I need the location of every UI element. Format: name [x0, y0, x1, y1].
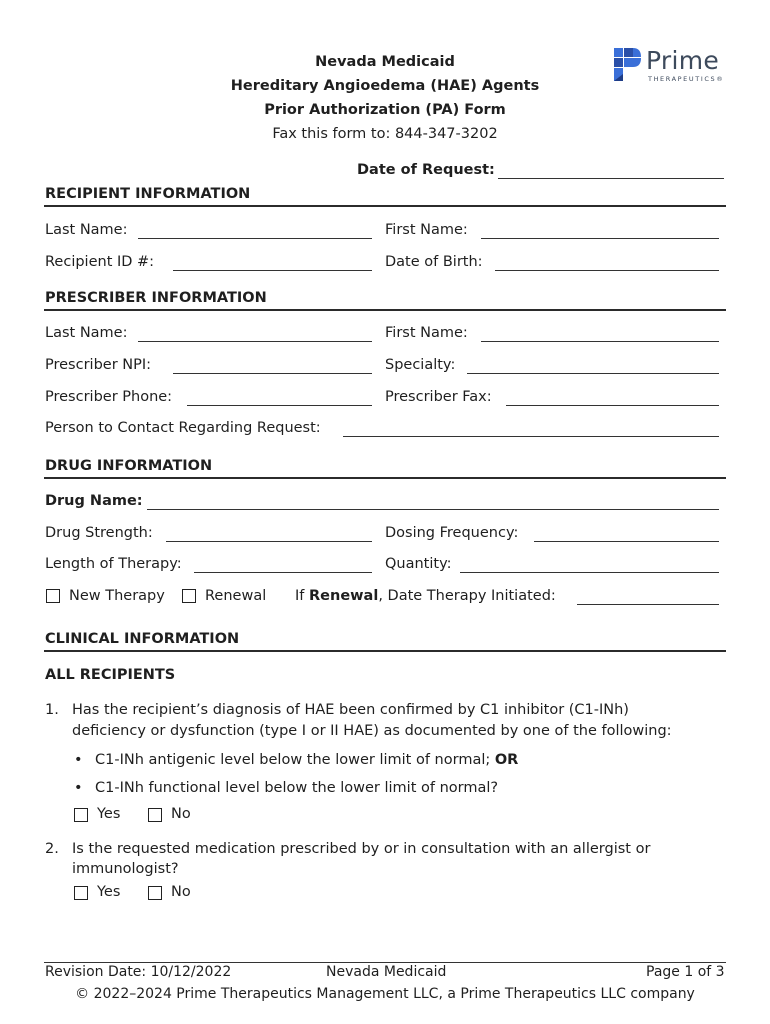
page-number: Page 1 of 3: [646, 964, 725, 980]
title-hae-agents: Hereditary Angioedema (HAE) Agents: [230, 78, 540, 94]
title-pa-form: Prior Authorization (PA) Form: [264, 102, 506, 118]
logo-wordmark: Prime: [646, 46, 720, 75]
prescriber-last-name-label: Last Name:: [45, 325, 128, 341]
question-2-yes-checkbox[interactable]: [74, 886, 88, 900]
length-of-therapy-field[interactable]: [194, 572, 372, 573]
renewal-label: Renewal: [205, 588, 267, 604]
recipient-first-name-label: First Name:: [385, 222, 468, 238]
copyright: © 2022–2024 Prime Therapeutics Management LLC, a Prime Therapeutics LLC company: [75, 986, 695, 1002]
section-divider: [44, 650, 726, 652]
question-1-number: 1.: [45, 702, 59, 718]
recipient-first-name-field[interactable]: [481, 238, 719, 239]
footer-org: Nevada Medicaid: [326, 964, 447, 980]
prime-logo-mark-icon: [614, 48, 644, 82]
length-of-therapy-label: Length of Therapy:: [45, 556, 182, 572]
date-therapy-initiated-label: If Renewal, Date Therapy Initiated:: [295, 588, 556, 604]
question-1-no-checkbox[interactable]: [148, 808, 162, 822]
recipient-id-field[interactable]: [173, 270, 372, 271]
contact-person-field[interactable]: [343, 436, 719, 437]
prescriber-npi-field[interactable]: [173, 373, 372, 374]
drug-strength-label: Drug Strength:: [45, 525, 153, 541]
revision-date: Revision Date: 10/12/2022: [45, 964, 232, 980]
question-1-no-label: No: [171, 806, 191, 822]
quantity-label: Quantity:: [385, 556, 452, 572]
prescriber-first-name-field[interactable]: [481, 341, 719, 342]
fax-instruction: Fax this form to: 844-347-3202: [272, 126, 498, 142]
question-2: [45, 838, 725, 884]
clinical-section-heading: CLINICAL INFORMATION: [45, 631, 240, 647]
prescriber-last-name-field[interactable]: [138, 341, 372, 342]
date-of-request-label: Date of Request:: [357, 162, 495, 178]
question-2-number: 2.: [45, 841, 59, 857]
prime-logo: [612, 48, 728, 84]
drug-name-field[interactable]: [147, 509, 719, 510]
question-1-bullet-2: C1-INh functional level below the lower limit of normal?: [95, 780, 499, 796]
question-2-text-line2: immunologist?: [72, 861, 179, 877]
footer-divider: [44, 962, 726, 963]
question-2-text-line1: Is the requested medication prescribed by or in consultation with an allergist or: [72, 841, 651, 857]
date-of-birth-label: Date of Birth:: [385, 254, 483, 270]
renewal-checkbox[interactable]: [182, 589, 196, 603]
specialty-field[interactable]: [467, 373, 719, 374]
recipient-last-name-field[interactable]: [138, 238, 372, 239]
date-of-request-field[interactable]: [498, 178, 724, 179]
date-therapy-initiated-field[interactable]: [577, 604, 719, 605]
bullet-icon: •: [74, 752, 83, 768]
recipient-last-name-label: Last Name:: [45, 222, 128, 238]
date-of-birth-field[interactable]: [495, 270, 719, 271]
contact-person-label: Person to Contact Regarding Request:: [45, 420, 321, 436]
section-divider: [44, 205, 726, 207]
prescriber-phone-label: Prescriber Phone:: [45, 389, 173, 405]
question-1: [45, 699, 725, 839]
logo-subtext: THERAPEUTICS®: [648, 75, 725, 83]
question-1-yes-checkbox[interactable]: [74, 808, 88, 822]
drug-strength-field[interactable]: [166, 541, 372, 542]
all-recipients-heading: ALL RECIPIENTS: [45, 667, 176, 683]
question-1-yes-label: Yes: [97, 806, 121, 822]
prescriber-npi-label: Prescriber NPI:: [45, 357, 152, 373]
drug-section-heading: DRUG INFORMATION: [45, 458, 213, 474]
bullet-icon: •: [74, 780, 83, 796]
title-nevada-medicaid: Nevada Medicaid: [315, 54, 455, 70]
prescriber-phone-field[interactable]: [187, 405, 372, 406]
recipient-id-label: Recipient ID #:: [45, 254, 155, 270]
new-therapy-label: New Therapy: [69, 588, 165, 604]
recipient-section-heading: RECIPIENT INFORMATION: [45, 186, 251, 202]
section-divider: [44, 477, 726, 479]
new-therapy-checkbox[interactable]: [46, 589, 60, 603]
drug-name-label: Drug Name:: [45, 493, 143, 509]
prescriber-fax-field[interactable]: [506, 405, 719, 406]
prescriber-section-heading: PRESCRIBER INFORMATION: [45, 290, 267, 306]
prescriber-fax-label: Prescriber Fax:: [385, 389, 492, 405]
specialty-label: Specialty:: [385, 357, 456, 373]
question-2-no-label: No: [171, 884, 191, 900]
prescriber-first-name-label: First Name:: [385, 325, 468, 341]
dosing-frequency-field[interactable]: [534, 541, 719, 542]
dosing-frequency-label: Dosing Frequency:: [385, 525, 519, 541]
question-1-bullet-1: C1-INh antigenic level below the lower limit of normal; OR: [95, 752, 519, 768]
question-2-yes-label: Yes: [97, 884, 121, 900]
quantity-field[interactable]: [460, 572, 719, 573]
question-2-no-checkbox[interactable]: [148, 886, 162, 900]
section-divider: [44, 309, 726, 311]
question-1-text-line2: deficiency or dysfunction (type I or II HAE) as documented by one of the following:: [72, 723, 672, 739]
question-1-text-line1: Has the recipient’s diagnosis of HAE been confirmed by C1 inhibitor (C1-INh): [72, 702, 629, 718]
